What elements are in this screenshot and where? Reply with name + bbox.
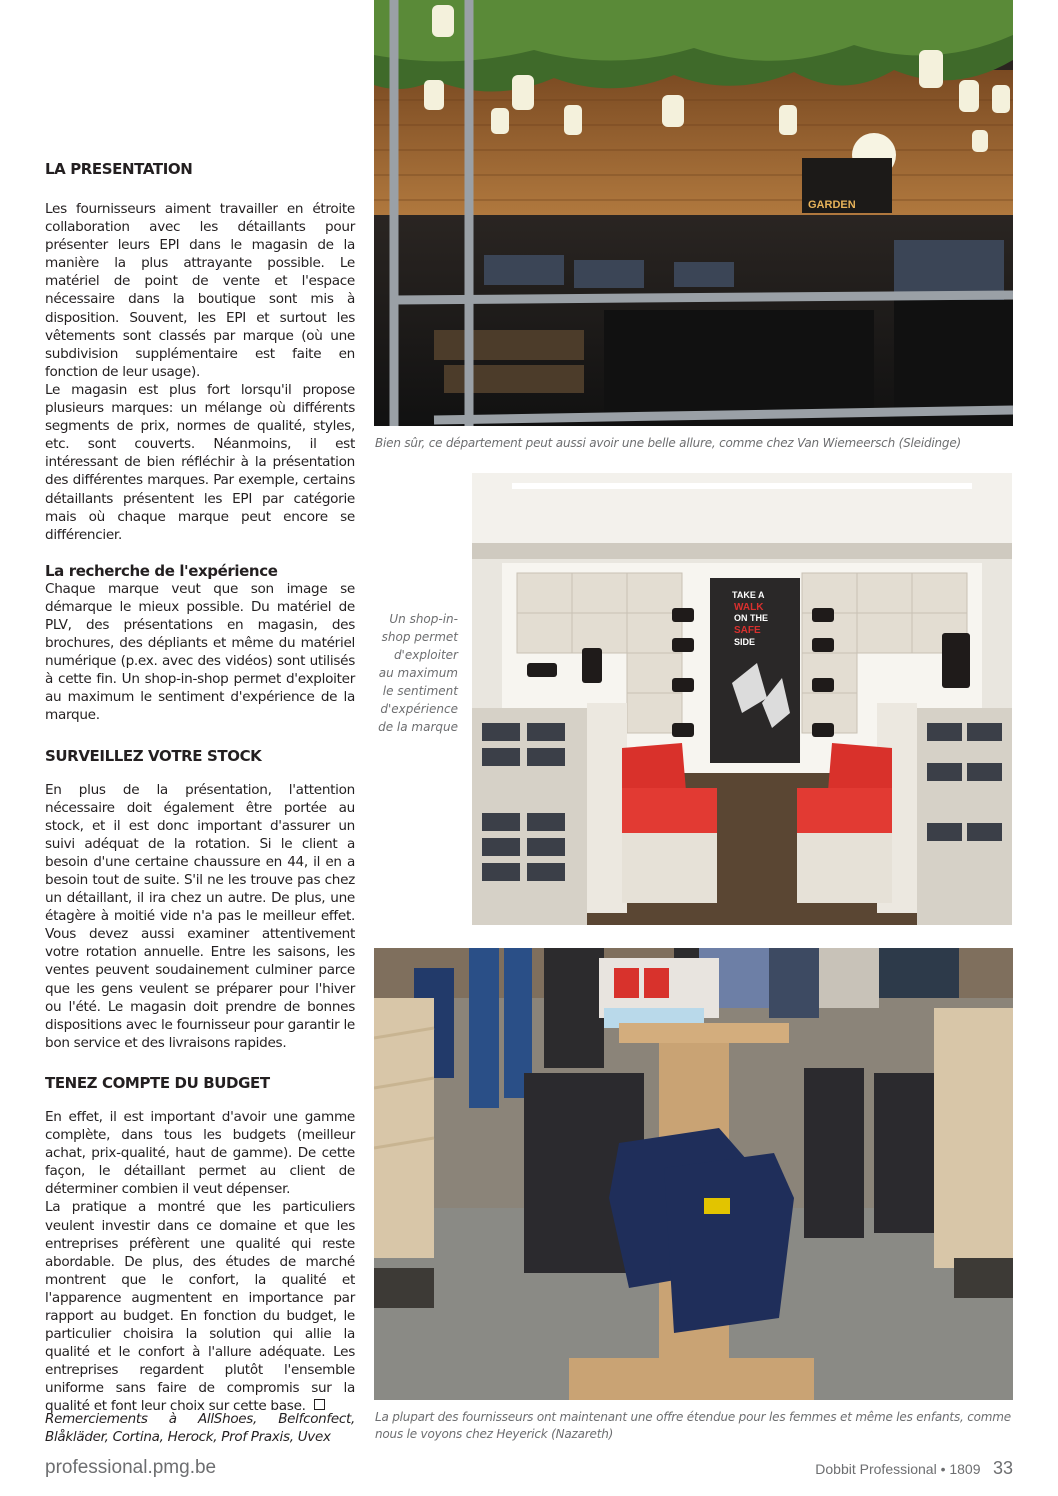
photo-workwear-store	[374, 948, 1013, 1400]
paragraph: En effet, il est important d'avoir une gamme complète, dans tous les budgets (meilleur achat, prix-qualité, haut de gamme). De cette façon, le détaillant permet au client de déterminer combien il veut dépenser.	[45, 1108, 355, 1198]
poster-text: WALK	[734, 602, 764, 613]
paragraph	[45, 1198, 355, 1415]
paragraph: Chaque marque veut que son image se démarque le mieux possible. Du matériel de PLV, des présentations en magasin, des brochures, des dépliants et même du matériel numérique (p.ex. avec des vidéos) sont utilisés à cette fin. Un shop-in-shop permet d'exploiter au maximum le sentiment d'expérience de la marque.	[45, 580, 355, 724]
website-link[interactable]: professional.pmg.be	[45, 1457, 217, 1478]
subheading-experience: La recherche de l'expérience	[45, 561, 278, 580]
paragraph: Les fournisseurs aiment travailler en étroite collaboration avec les détaillants pour présenter leurs EPI dans le magasin de la manière la plus attrayante possible. Le matériel de point de vente et l'espace nécessaire dans la boutique sont mis à disposition. Souvent, les EPI et surtout les vêtements sont classés par marque (où une subdivision supplémentaire est faite en fonction de leur usage).	[45, 201, 355, 380]
poster-text: TAKE A	[732, 590, 765, 600]
heading-presentation: LA PRESENTATION	[45, 160, 193, 178]
photo-store-department	[374, 0, 1013, 426]
garden-sign: GARDEN	[808, 199, 856, 211]
photo-shop-in-shop	[472, 473, 1012, 925]
article-column	[45, 160, 355, 1416]
heading-stock: SURVEILLEZ VOTRE STOCK	[45, 746, 262, 765]
poster-text: SAFE	[734, 625, 761, 636]
photo-side-caption: Un shop-in-shop permet d'exploiter au maximum le sentiment d'expérience de la marque	[378, 612, 458, 734]
photo-caption: Bien sûr, ce département peut aussi avoir une belle allure, comme chez Van Wiemeersch (Sleidinge)	[375, 436, 961, 450]
heading-budget: TENEZ COMPTE DU BUDGET	[45, 1073, 270, 1092]
photo-caption: La plupart des fournisseurs ont maintenant une offre étendue pour les femmes et même les enfants, comme nous le voyons chez Heyerick (Nazareth)	[375, 1410, 1011, 1441]
paragraph: Le magasin est plus fort lorsqu'il propose plusieurs marques: un mélange où différents segments de prix, normes de qualité, styles, etc. sont couverts. Néanmoins, il est intéressant de bien réfléchir à la présentation des différentes marques. Par exemple, certains détaillants présentent les EPI par catégorie mais où chaque marque peut encore se différencier.	[45, 381, 355, 543]
page-footer	[815, 1458, 1013, 1479]
page-number: 33	[992, 1458, 1013, 1478]
paragraph-text: La pratique a montré que les particuliers veulent investir dans ce domaine et que les entreprises préfèrent une qualité qui reste abordable. De plus, des études de marché montrent que le confort, la qualité et l'apparence augmentent en importance par rapport au budget. En fonction du budget, le particulier choisira la solution qui allie la qualité et le confort à l'allure adéquate. Les entreprises regardent plutôt l'ensemble uniforme sans faire de compromis sur la qualité et font leur choix sur cette base.	[45, 1199, 355, 1415]
acknowledgements: Remerciements à AllShoes, Belfconfect, Blåkläder, Cortina, Herock, Prof Praxis, Uvex	[45, 1411, 355, 1445]
poster-text: ON THE	[734, 613, 769, 623]
paragraph: En plus de la présentation, l'attention nécessaire doit également être portée au stock, et il est donc important d'assurer un suivi adéquat de la rotation. Si le client a besoin d'une certaine chaussure en 44, il en a besoin tout de suite. S'il ne les trouve pas chez un détaillant, il ira chez un autre. De plus, une étagère à moitié vide n'a pas le meilleur effet. Vous devez aussi examiner attentivement votre rotation annuelle. Entre les saisons, les ventes peuvent soudainement culminer parce que les gens veulent se préparer pour l'hiver ou l'été. Le magasin doit prendre de bonnes dispositions avec le fournisseur pour garantir le bon service et des livraisons rapides.	[45, 781, 355, 1051]
end-mark-icon	[314, 1399, 325, 1410]
magazine-issue: Dobbit Professional • 1809	[815, 1461, 981, 1477]
poster-text: SIDE	[734, 637, 756, 647]
